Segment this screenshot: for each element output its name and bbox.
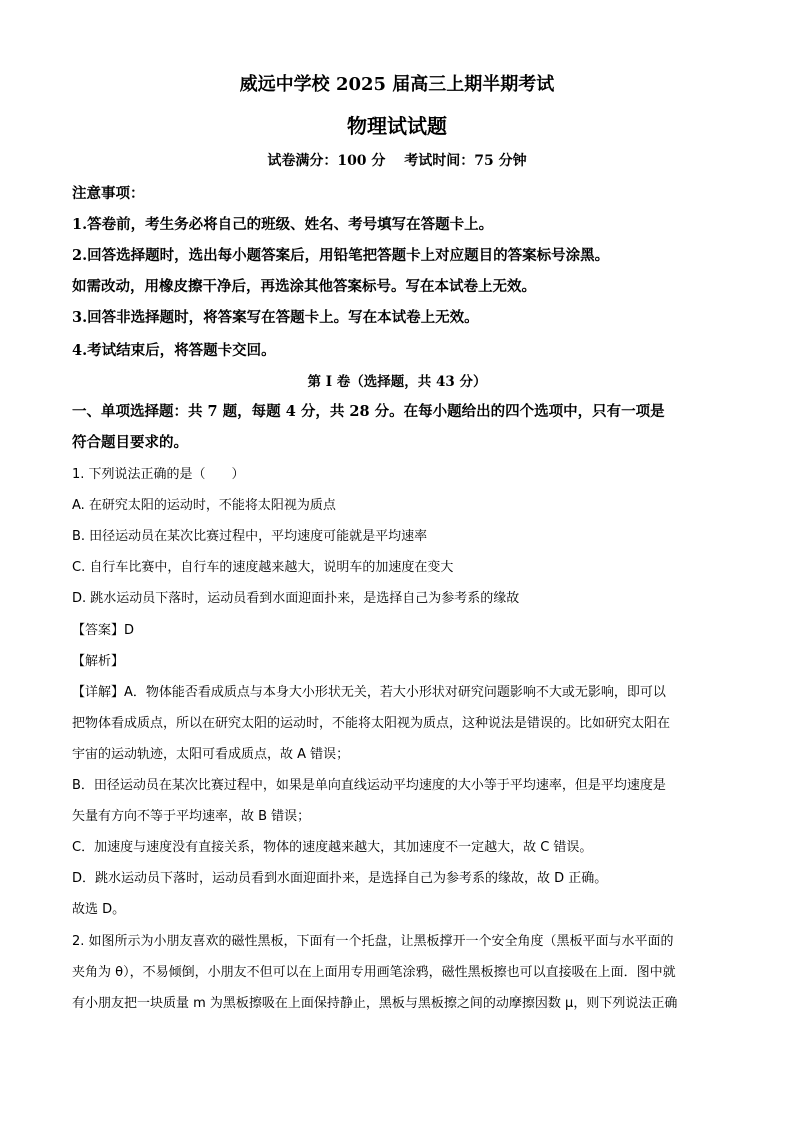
answer-label: 【答案】D [72,623,135,638]
analysis-line: C．加速度与速度没有直接关系，物体的速度越来越大，其加速度不一定越大，故 C 错误。 [72,840,593,855]
question-2-line: 有小朋友把一块质量 m 为黑板擦吸在上面保持静止，黑板与黑板擦之间的动摩擦因数 μ，则下列说法正确 [72,996,678,1011]
section-heading: 一、单项选择题：共 7 题，每题 4 分，共 28 分。在每小题给出的四个选项中，只有一项是 [72,403,665,420]
analysis-line: 故选 D。 [72,902,126,917]
exam-meta: 试卷满分：100 分 考试时间：75 分钟 [267,153,527,169]
question-2-line: 2. 如图所示为小朋友喜欢的磁性黑板，下面有一个托盘，让黑板撑开一个安全角度（黑板平面与水平面的 [72,934,674,949]
analysis-line: 宇宙的运动轨迹，太阳可看成质点，故 A 错误； [72,747,350,762]
note-item: 4.考试结束后，将答题卡交回。 [72,342,276,359]
question-option: D. 跳水运动员下落时，运动员看到水面迎面扑来，是选择自己为参考系的缘故 [72,591,520,606]
notes-heading: 注意事项： [72,185,145,202]
analysis-line: 矢量有方向不等于平均速率，故 B 错误； [72,809,311,824]
analysis-line: D．跳水运动员下落时，运动员看到水面迎面扑来，是选择自己为参考系的缘故，故 D 正确。 [72,871,608,886]
part-title: 第 I 卷（选择题，共 43 分） [307,374,487,390]
note-item: 3.回答非选择题时，将答案写在答题卡上。写在本试卷上无效。 [72,309,479,326]
question-option: C. 自行车比赛中，自行车的速度越来越大，说明车的加速度在变大 [72,560,454,575]
note-item: 1.答卷前，考生务必将自己的班级、姓名、考号填写在答题卡上。 [72,216,494,233]
exam-subtitle: 物理试试题 [347,114,447,138]
analysis-line: 把物体看成质点，所以在研究太阳的运动时，不能将太阳视为质点，这种说法是错误的。比如研究太阳在 [72,716,671,731]
question-option: B. 田径运动员在某次比赛过程中，平均速度可能就是平均速率 [72,529,428,544]
question-2-line: 夹角为 θ），不易倾倒，小朋友不但可以在上面用专用画笔涂鸦，磁性黑板擦也可以直接吸在上面．图中就 [72,965,676,980]
question-stem: 1. 下列说法正确的是（ ） [72,467,245,482]
exam-title: 威远中学校 2025 届高三上期半期考试 [239,74,555,95]
question-option: A. 在研究太阳的运动时，不能将太阳视为质点 [72,498,336,513]
note-item: 2.回答选择题时，选出每小题答案后，用铅笔把答题卡上对应题目的答案标号涂黑。 [72,247,610,264]
analysis-label: 【解析】 [72,654,125,669]
analysis-line: 【详解】A．物体能否看成质点与本身大小形状无关，若大小形状对研究问题影响不大或无影响，即可以 [72,685,666,700]
analysis-line: B．田径运动员在某次比赛过程中，如果是单向直线运动平均速度的大小等于平均速率，但是平均速度是 [72,778,666,793]
note-item: 如需改动，用橡皮擦干净后，再选涂其他答案标号。写在本试卷上无效。 [72,278,536,295]
section-heading-cont: 符合题目要求的。 [72,434,188,451]
